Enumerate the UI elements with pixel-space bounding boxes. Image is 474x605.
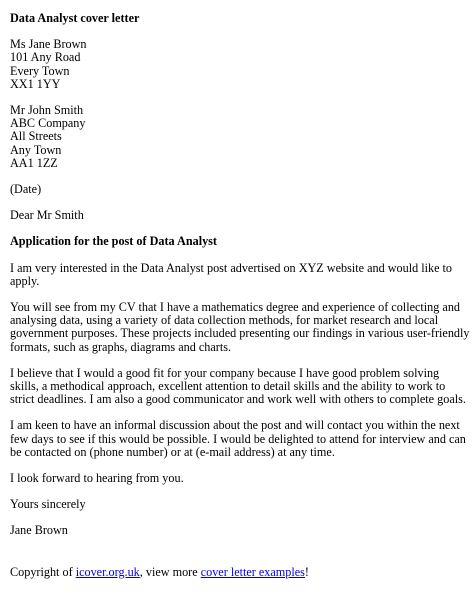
recipient-town: Any Town <box>10 142 62 157</box>
cover-letter <box>10 12 470 579</box>
paragraph-closing: I look forward to hearing from you. <box>10 471 184 486</box>
cover-letter-examples-link[interactable]: cover letter examples <box>200 564 305 579</box>
paragraph-experience: You will see from my CV that I have a mathematics degree and experience of collecting and analysing data, using a variety of data collection methods, for market research and local government purposes. These projects included presenting our findings in various user-friendly formats, such as graphs, diagrams and charts. <box>10 300 470 354</box>
sender-postcode: XX1 1YY <box>10 76 61 91</box>
paragraph-skills: I believe that I would a good fit for your company because I have good problem solving skills, a methodical approach, excellent attention to detail skills and the ability to work to strict deadlines. I am also a good communicator and work well with others to complete goals. <box>10 365 466 407</box>
subject-line: Application for the post of Data Analyst <box>10 234 217 249</box>
icover-site-link[interactable]: icover.org.uk <box>75 564 140 579</box>
sender-street: 101 Any Road <box>10 50 81 65</box>
footer-suffix: ! <box>304 564 309 579</box>
footer-prefix: Copyright of <box>10 564 76 579</box>
recipient-address <box>10 104 470 170</box>
letter-date: (Date) <box>10 182 42 197</box>
salutation: Dear Mr Smith <box>10 208 84 223</box>
valediction: Yours sincerely <box>10 497 86 512</box>
letter-title: Data Analyst cover letter <box>10 11 140 25</box>
footer-middle: , view more <box>139 564 201 579</box>
paragraph-intro: I am very interested in the Data Analyst post advertised on XYZ website and would like to apply. <box>10 260 453 288</box>
signature: Jane Brown <box>10 523 68 538</box>
recipient-company: ABC Company <box>10 116 86 131</box>
sender-address <box>10 38 470 91</box>
copyright-footer <box>10 566 470 579</box>
recipient-postcode: AA1 1ZZ <box>10 155 58 170</box>
sender-town: Every Town <box>10 63 70 78</box>
sender-name: Ms Jane Brown <box>10 37 87 52</box>
recipient-name: Mr John Smith <box>10 103 84 118</box>
paragraph-interview: I am keen to have an informal discussion about the post and will contact you within the next few days to see if this would be possible. I would be delighted to attend for interview and can be contacted on (phone number) or at (e-mail address) at any time. <box>10 418 466 459</box>
recipient-street: All Streets <box>10 129 62 144</box>
